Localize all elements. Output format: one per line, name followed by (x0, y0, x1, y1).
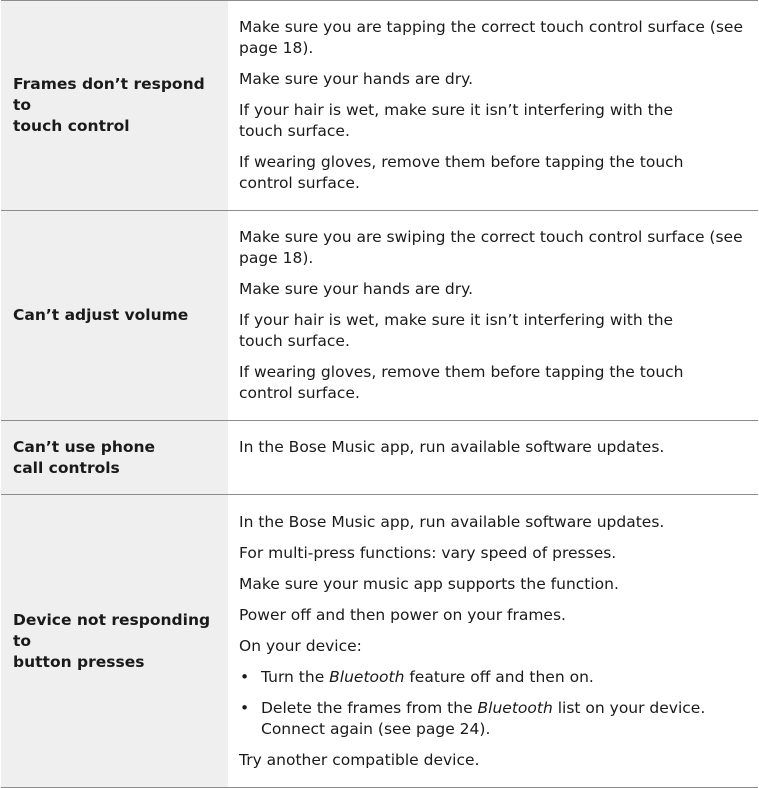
solution-item: Make sure you are tapping the correct touch control surface (see page 18). (239, 18, 743, 57)
table-row (1, 211, 758, 421)
problem-label: Frames don’t respond to touch control (13, 75, 205, 135)
bullet-text (261, 667, 594, 688)
solution-item: For multi-press functions: vary speed of presses. (239, 543, 617, 562)
bullet-text (261, 698, 705, 740)
solution-item: On your device: (239, 636, 362, 655)
bullet-text-before: Turn the (261, 667, 330, 686)
problem-label: Device not responding to button presses (13, 610, 211, 671)
problem-cell (1, 1, 228, 210)
solution-item: In the Bose Music app, run available software updates. (239, 438, 665, 456)
table-row (1, 1, 758, 211)
solution-cell (228, 495, 758, 787)
solution-item: If wearing gloves, remove them before tapping the touch control surface. (239, 153, 684, 192)
bullet-icon: • (240, 667, 250, 686)
solution-item: In the Bose Music app, run available software updates. (239, 512, 665, 531)
solution-item: Try another compatible device. (239, 750, 480, 769)
solution-item: If your hair is wet, make sure it isn’t interfering with the touch surface. (239, 101, 674, 140)
solution-item: Make sure you are swiping the correct touch control surface (see page 18). (239, 228, 743, 267)
problem-cell (1, 211, 228, 420)
bullet-item (239, 698, 752, 740)
problem-cell (1, 495, 228, 787)
bullet-text-after: feature off and then on. (404, 667, 594, 686)
bullet-text-after: list on your device. Connect again (see page 24). (261, 698, 706, 738)
troubleshooting-table (1, 0, 758, 788)
solution-item: If your hair is wet, make sure it isn’t interfering with the touch surface. (239, 311, 674, 350)
solution-item: If wearing gloves, remove them before tapping the touch control surface. (239, 363, 684, 402)
problem-label: Can’t adjust volume (13, 306, 189, 324)
bullet-text-emphasis: Bluetooth (329, 667, 405, 686)
solution-cell (228, 421, 758, 494)
solution-cell (228, 1, 758, 210)
solution-item: Power off and then power on your frames. (239, 605, 566, 624)
solution-item: Make sure your hands are dry. (239, 70, 474, 88)
bullet-item (239, 667, 752, 688)
solution-cell (228, 211, 758, 420)
problem-cell (1, 421, 228, 494)
solution-item: Make sure your hands are dry. (239, 280, 474, 298)
bullet-text-emphasis: Bluetooth (477, 698, 553, 717)
bullet-text-before: Delete the frames from the (261, 698, 478, 717)
problem-label: Can’t use phone call controls (13, 437, 156, 477)
table-row (1, 421, 758, 495)
bullet-icon: • (240, 698, 250, 717)
table-row (1, 495, 758, 788)
solution-item: Make sure your music app supports the function. (239, 574, 619, 593)
